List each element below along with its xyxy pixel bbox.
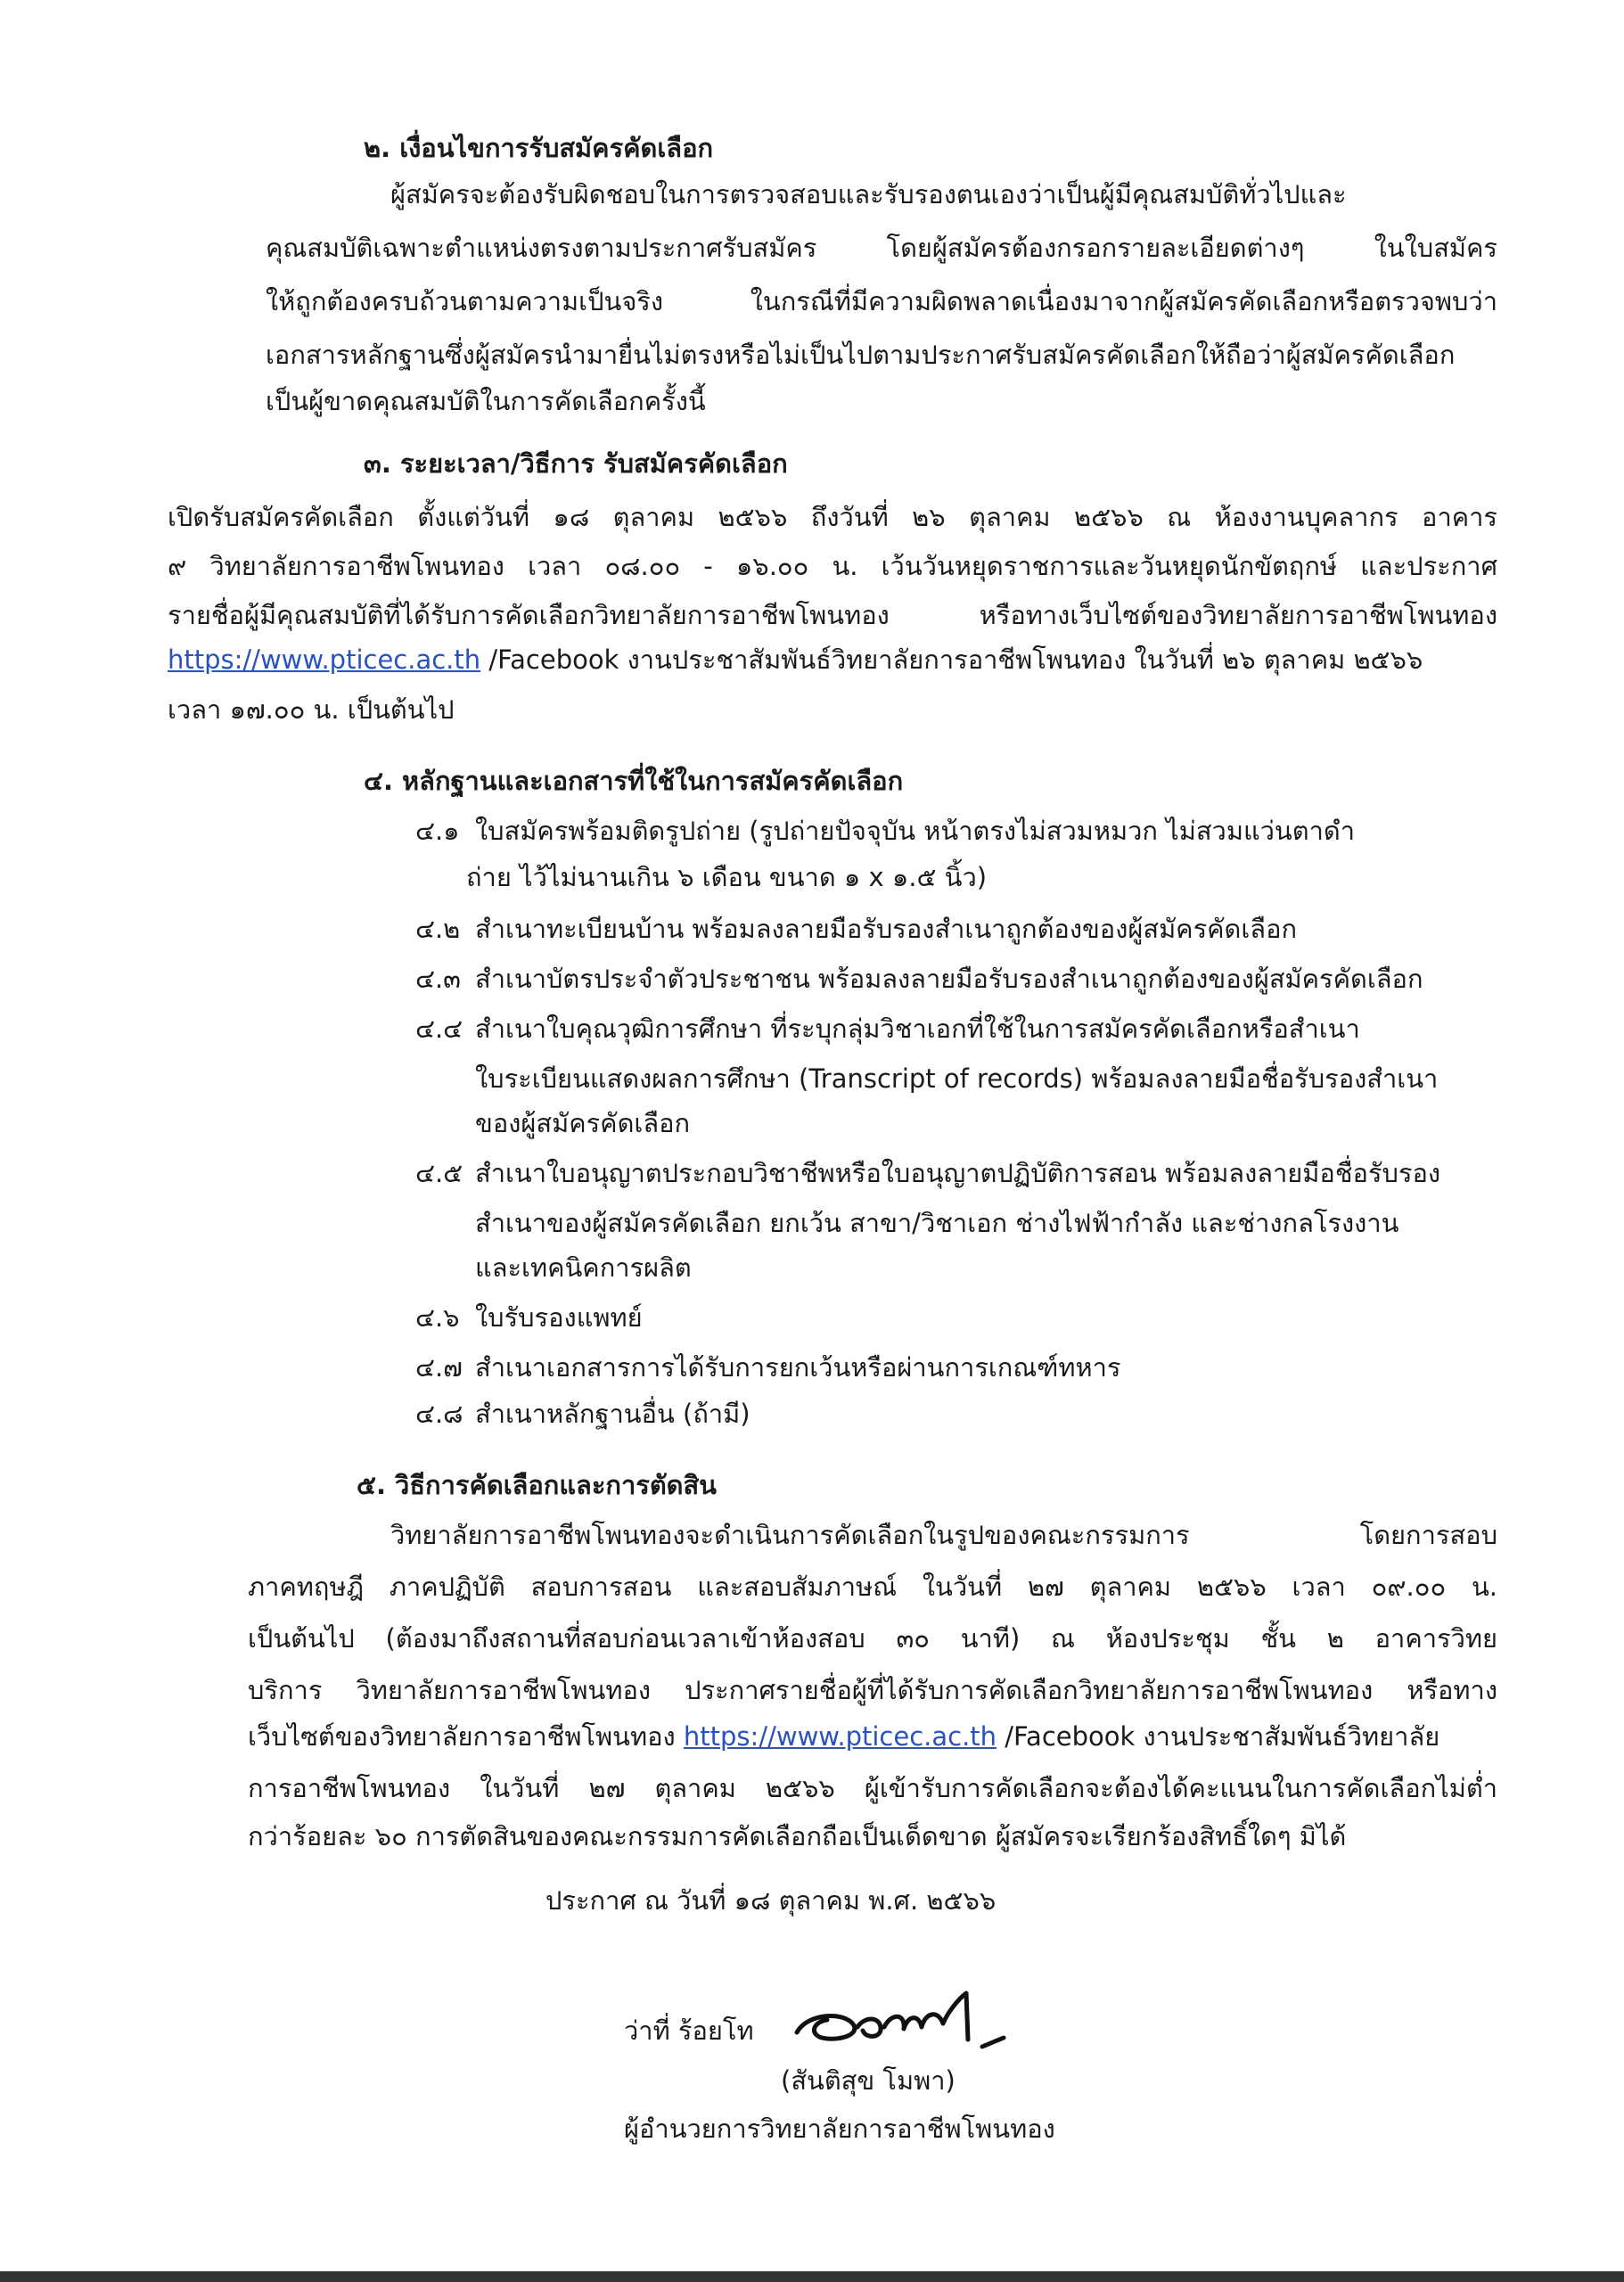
section-5-line-1: วิทยาลัยการอาชีพโพนทองจะดำเนินการคัดเลือกในรูปของคณะกรรมการ โดยการสอบ xyxy=(390,1520,1497,1550)
section-5-line-6: การอาชีพโพนทอง ในวันที่ ๒๗ ตุลาคม ๒๕๖๖ ผู้เข้ารับการคัดเลือกจะต้องได้คะแนนในการคัดเลือกไม่ต่ำ xyxy=(248,1773,1497,1803)
item-4-5-line-2: สำเนาของผู้สมัครคัดเลือก ยกเว้น สาขา/วิชาเอก ช่างไฟฟ้ากำลัง และช่างกลโรงงาน xyxy=(475,1208,1399,1238)
item-4-8-line-1: สำเนาหลักฐานอื่น (ถ้ามี) xyxy=(475,1399,750,1429)
section-5-line-3: เป็นต้นไป (ต้องมาถึงสถานที่สอบก่อนเวลาเข้าห้องสอบ ๓๐ นาที) ณ ห้องประชุม ชั้น ๒ อาคารวิทย xyxy=(248,1623,1497,1654)
section-2-line-1: ผู้สมัครจะต้องรับผิดชอบในการตรวจสอบและรับรองตนเองว่าเป็นผู้มีคุณสมบัติทั่วไปและ xyxy=(390,179,1347,209)
item-4-5-number: ๔.๕ xyxy=(415,1158,463,1188)
section-5-line-7: กว่าร้อยละ ๖๐ การตัดสินของคณะกรรมการคัดเลือกถือเป็นเด็ดขาด ผู้สมัครจะเรียกร้องสิทธิ์ใดๆ มิได้ xyxy=(248,1821,1347,1851)
item-4-2-line-1: สำเนาทะเบียนบ้าน พร้อมลงลายมือรับรองสำเนาถูกต้องของผู้สมัครคัดเลือก xyxy=(475,914,1298,944)
item-4-3-line-1: สำเนาบัตรประจำตัวประชาชน พร้อมลงลายมือรับรองสำเนาถูกต้องของผู้สมัครคัดเลือก xyxy=(475,964,1423,994)
signature-rank: ว่าที่ ร้อยโท xyxy=(624,2015,754,2046)
signatory-position: ผู้อำนวยการวิทยาลัยการอาชีพโพนทอง xyxy=(624,2114,1055,2144)
item-4-7-number: ๔.๗ xyxy=(415,1352,463,1383)
section-3-line-4 xyxy=(168,642,1423,677)
section-5-line-5-text-a: เว็บไซต์ของวิทยาลัยการอาชีพโพนทอง xyxy=(248,1721,684,1752)
item-4-4-line-1: สำเนาใบคุณวุฒิการศึกษา ที่ระบุกลุ่มวิชาเอกที่ใช้ในการสมัครคัดเลือกหรือสำเนา xyxy=(475,1014,1360,1044)
signatory-name: (สันติสุข โมพา) xyxy=(781,2065,956,2096)
item-4-1-line-1: ใบสมัครพร้อมติดรูปถ่าย (รูปถ่ายปัจจุบัน หน้าตรงไม่สวมหมวก ไม่สวมแว่นตาดำ xyxy=(475,816,1355,846)
item-4-2-number: ๔.๒ xyxy=(415,914,461,944)
item-4-6-number: ๔.๖ xyxy=(415,1302,460,1333)
item-4-4-line-2: ใบระเบียนแสดงผลการศึกษา (Transcript of records) พร้อมลงลายมือชื่อรับรองสำเนา xyxy=(475,1063,1439,1094)
section-2-heading: ๒. เงื่อนไขการรับสมัครคัดเลือก xyxy=(364,133,714,163)
website-link[interactable]: https://www.pticec.ac.th xyxy=(168,644,481,675)
item-4-6-line-1: ใบรับรองแพทย์ xyxy=(475,1302,643,1333)
section-5-line-4: บริการ วิทยาลัยการอาชีพโพนทอง ประกาศรายชื่อผู้ที่ได้รับการคัดเลือกวิทยาลัยการอาชีพโพนทอง หรือทาง xyxy=(248,1675,1497,1705)
section-5-line-2: ภาคทฤษฎี ภาคปฏิบัติ สอบการสอน และสอบสัมภาษณ์ ในวันที่ ๒๗ ตุลาคม ๒๕๖๖ เวลา ๐๙.๐๐ น. xyxy=(248,1572,1497,1602)
scan-bottom-edge xyxy=(0,2271,1624,2282)
item-4-4-line-3: ของผู้สมัครคัดเลือก xyxy=(475,1108,691,1138)
section-2-line-4: เอกสารหลักฐานซึ่งผู้สมัครนำมายื่นไม่ตรงหรือไม่เป็นไปตามประกาศรับสมัครคัดเลือกให้ถือว่าผู้สมัครคัดเลือก xyxy=(266,340,1456,370)
website-link-2[interactable]: https://www.pticec.ac.th xyxy=(683,1721,997,1752)
item-4-1-line-2: ถ่าย ไว้ไม่นานเกิน ๖ เดือน ขนาด ๑ x ๑.๕ นิ้ว) xyxy=(466,862,988,892)
section-3-line-2: ๙ วิทยาลัยการอาชีพโพนทอง เวลา ๐๘.๐๐ - ๑๖.๐๐ น. เว้นวันหยุดราชการและวันหยุดนักขัตฤกษ์ และประกาศ xyxy=(168,551,1497,581)
item-4-5-line-3: และเทคนิคการผลิต xyxy=(475,1252,692,1283)
item-4-7-line-1: สำเนาเอกสารการได้รับการยกเว้นหรือผ่านการเกณฑ์ทหาร xyxy=(475,1352,1121,1383)
item-4-8-number: ๔.๘ xyxy=(415,1399,463,1429)
section-4-heading: ๔. หลักฐานและเอกสารที่ใช้ในการสมัครคัดเลือก xyxy=(364,766,904,796)
section-2-line-2: คุณสมบัติเฉพาะตำแหน่งตรงตามประกาศรับสมัคร โดยผู้สมัครต้องกรอกรายละเอียดต่างๆ ในใบสมัคร xyxy=(266,233,1497,263)
announcement-date: ประกาศ ณ วันที่ ๑๘ ตุลาคม พ.ศ. ๒๕๖๖ xyxy=(545,1885,997,1916)
section-3-line-3: รายชื่อผู้มีคุณสมบัติที่ได้รับการคัดเลือกวิทยาลัยการอาชีพโพนทอง หรือทางเว็บไซต์ของวิทยาลัยการอาชีพโพนทอง xyxy=(168,600,1497,630)
item-4-5-line-1: สำเนาใบอนุญาตประกอบวิชาชีพหรือใบอนุญาตปฏิบัติการสอน พร้อมลงลายมือชื่อรับรอง xyxy=(475,1158,1441,1188)
section-2-line-3: ให้ถูกต้องครบถ้วนตามความเป็นจริง ในกรณีที่มีความผิดพลาดเนื่องมาจากผู้สมัครคัดเลือกหรือตรวจพบว่า xyxy=(266,286,1497,316)
section-5-heading: ๕. วิธีการคัดเลือกและการตัดสิน xyxy=(357,1470,718,1500)
signature-icon xyxy=(791,1986,1041,2057)
item-4-4-number: ๔.๔ xyxy=(415,1014,463,1044)
section-5-line-5-text-b: /Facebook งานประชาสัมพันธ์วิทยาลัย xyxy=(997,1721,1440,1752)
section-3-line-4-text: /Facebook งานประชาสัมพันธ์วิทยาลัยการอาชีพโพนทอง ในวันที่ ๒๖ ตุลาคม ๒๕๖๖ xyxy=(480,644,1423,675)
section-3-line-1: เปิดรับสมัครคัดเลือก ตั้งแต่วันที่ ๑๘ ตุลาคม ๒๕๖๖ ถึงวันที่ ๒๖ ตุลาคม ๒๕๖๖ ณ ห้องงานบุคลากร อาคาร xyxy=(168,502,1497,532)
item-4-3-number: ๔.๓ xyxy=(415,964,461,994)
section-5-line-5 xyxy=(248,1719,1439,1754)
section-3-heading: ๓. ระยะเวลา/วิธีการ รับสมัครคัดเลือก xyxy=(364,448,788,479)
section-3-line-5: เวลา ๑๗.๐๐ น. เป็นต้นไป xyxy=(168,694,455,725)
item-4-1-number: ๔.๑ xyxy=(415,816,460,846)
section-2-line-5: เป็นผู้ขาดคุณสมบัติในการคัดเลือกครั้งนี้ xyxy=(266,386,706,416)
